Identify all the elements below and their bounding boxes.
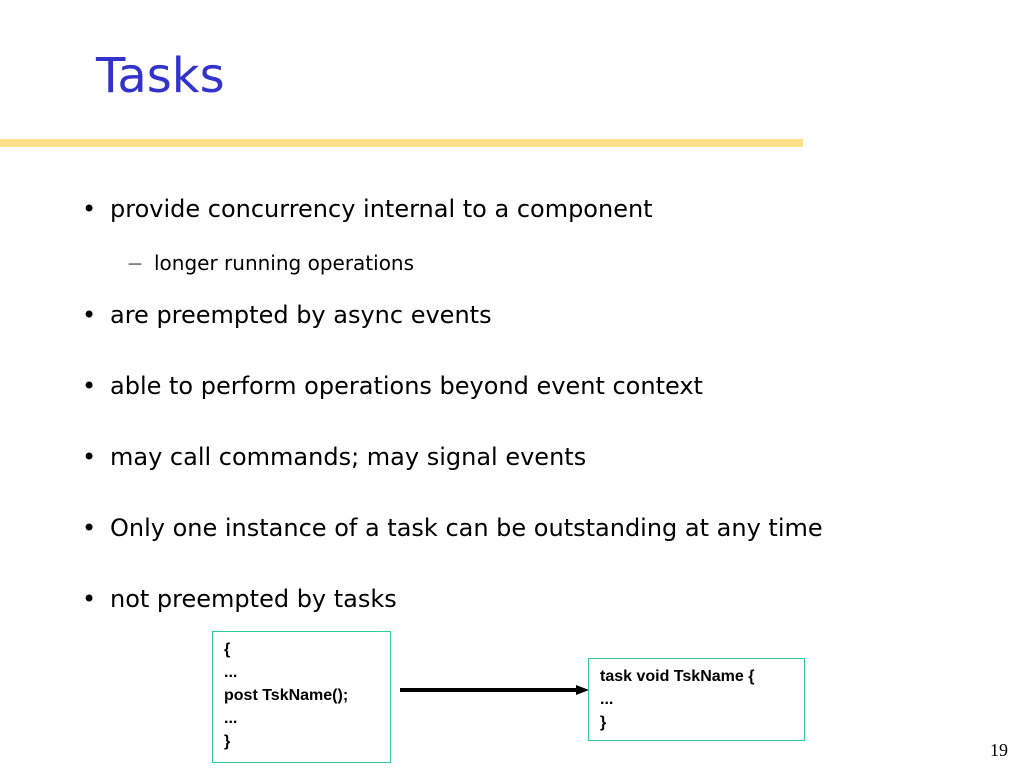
bullet-icon: • — [82, 372, 97, 400]
bullet-text: are preempted by async events — [110, 301, 492, 329]
code-line: { — [224, 641, 231, 658]
code-line: ... — [224, 710, 238, 727]
sub-bullet-item — [128, 249, 414, 278]
post-arrow-icon — [400, 680, 590, 700]
bullet-icon: • — [82, 514, 97, 542]
bullet-icon: • — [82, 443, 97, 471]
bullet-icon: • — [82, 301, 97, 329]
task-code-box — [588, 658, 805, 741]
code-line: } — [600, 714, 607, 731]
bullet-text: Only one instance of a task can be outstanding at any time — [110, 514, 823, 542]
sub-bullet-text: longer running operations — [154, 251, 415, 275]
bullet-item — [82, 441, 586, 473]
code-line: post TskName(); — [224, 687, 349, 704]
caller-code-box — [212, 631, 391, 763]
page-number: 19 — [990, 740, 1008, 760]
bullet-text: provide concurrency internal to a component — [110, 195, 653, 223]
bullet-icon: • — [82, 195, 97, 223]
bullet-item — [82, 299, 492, 331]
bullet-icon: • — [82, 585, 97, 613]
code-line: ... — [224, 664, 238, 681]
bullet-text: may call commands; may signal events — [110, 443, 587, 471]
bullet-item — [82, 512, 823, 544]
code-line: } — [224, 733, 231, 750]
bullet-text: not preempted by tasks — [110, 585, 397, 613]
dash-icon: — — [128, 256, 142, 272]
bullet-item — [82, 370, 703, 402]
bullet-text: able to perform operations beyond event context — [110, 372, 703, 400]
code-line: ... — [600, 691, 614, 708]
slide-title: Tasks — [96, 48, 225, 104]
bullet-item — [82, 583, 397, 615]
bullet-item — [82, 193, 653, 225]
code-line: task void TskName { — [600, 668, 755, 685]
title-underline — [0, 139, 803, 147]
